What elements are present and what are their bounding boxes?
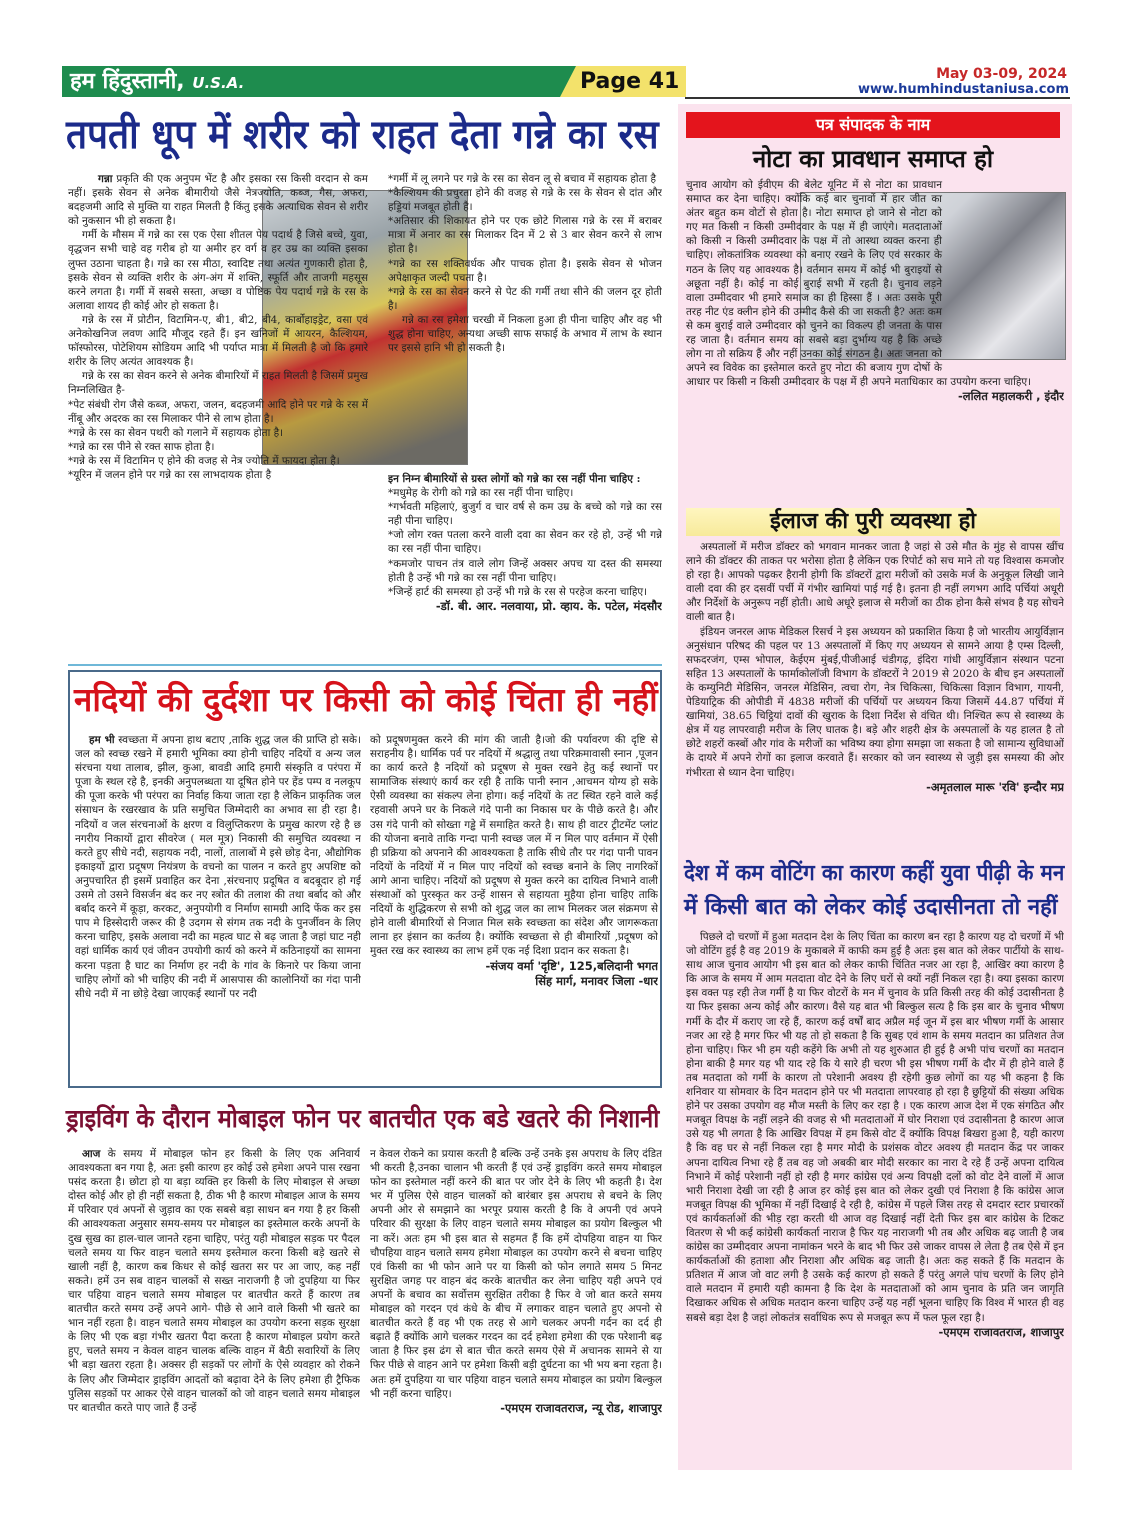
- page-number: Page 41: [580, 69, 680, 94]
- issue-date: May 03-09, 2024: [936, 66, 1067, 82]
- masthead-rule: [685, 97, 1070, 99]
- paragraph-list: [68, 228, 368, 482]
- text-paragraph: *कमजोर पाचन तंत्र वाले लोग जिन्हें अक्सर अपच या दस्त की समस्या होती है उन्हें भी गन्ने का रस नहीं पीना चाहिए।: [388, 557, 662, 584]
- website-link[interactable]: www.humhindustaniusa.com: [857, 82, 1069, 97]
- article-headline: ड्राइविंग के दौरान मोबाइल फोन पर बातचीत एक बडे खतरे की निशानी: [66, 1104, 660, 1133]
- text-paragraph: गन्ने के रस का सेवन करने से अनेक बीमारियों में राहत मिलती है जिसमें प्रमुख निम्नलिखित है-: [68, 370, 368, 397]
- letter2-body: [686, 540, 1064, 852]
- letter-byline: -अमृतलाल मारू 'रवि' इन्दौर मप्र: [926, 779, 1064, 794]
- paragraph-list: [388, 486, 662, 599]
- article-byline-address: सिंह मार्ग, मनावर जिला -धार: [535, 973, 658, 988]
- article-paragraph: आज के समय में मोबाइल फोन हर किसी के लिए एक अनिवार्य आवश्यकता बन गया है, अतः इसी कारण हर कोई उसे हमेशा अपने पास रखना पसंद करता है। छोटा हो या बड़ा व्यक्ति हर किसी के लिए मोबाइल से अच्छा दोस्त कोई और हो ही नहीं सकता है, ठीक भी है कारण मोबाइल आज के समय में परिवार एवं अपनों से जुड़ाव का एक सबसे बड़ा साधन बन गया है हर किसी की आवश्यकता अनुसार समय-समय पर मोबाइल का इस्तेमाल करके अपनों के दुख सुख का हाल-चाल जानते रहना चाहिए, परंतु यही मोबाइल सड़क पर पैदल चलते समय या फिर वाहन चलाते समय इस्तेमाल करना किसी बड़े खतरे से खाली नहीं है, कारण कब किधर से कोई खतरा सर पर आ जाए, कह नहीं सकते। हमें उन सब वाहन चालकों से सख्त नाराजगी है जो दुपहिया या फिर चार पहिया वाहन चलाते समय मोबाइल पर बातचीत करते हैं कारण तब बातचीत करते समय उन्हें अपने आगे- पीछे से आने वाले किसी भी खतरे का भान नहीं रहता है। वाहन चलाते समय मोबाइल का उपयोग करना सड़क सुरक्षा के लिए भी एक बड़ा गंभीर खतरा पैदा करता है कारण मोबाइल प्रयोग करते हुए, चलते समय न केवल वाहन चालक बल्कि वाहन में बैठी सवारियों के लिए भी बड़ा खतरा रहता है। अक्सर ही सड़कों पर लोगों के ऐसे व्यवहार को रोकने के लिए और जिम्मेदार ड्राइविंग आदतों को बढ़ावा देने के लिए हमेशा ही ट्रैफिक पुलिस सड़कों पर आकर ऐसे वाहन चालकों को जो वाहन चलाते समय मोबाइल पर बातचीत करते पाए जाते हैं उन्हें: [68, 1148, 360, 1414]
- publication-title: हम हिंदुस्तानी, U.S.A.: [70, 69, 245, 94]
- text-paragraph: *गर्मी में लू लगने पर गन्ने के रस का सेवन लू से बचाव में सहायक होता है: [388, 173, 656, 185]
- article-byline: -डॉ. बी. आर. नलवाया, प्रो. व्हाय. के. पटेल, मंदसौर: [435, 598, 662, 613]
- text-paragraph: *गन्ने के रस का सेवन करने से पेट की गर्मी तथा सीने की जलन दूर होती है।: [388, 285, 662, 312]
- letters-section-label: पत्र संपादक के नाम: [686, 112, 1060, 138]
- paragraph-list: [388, 172, 662, 355]
- article-paragraph: हम भी स्वच्छता में अपना हाथ बटाए ,ताकि शुद्ध जल की प्राप्ति हो सके। जल को स्वच्छ रखने में हमारी भूमिका क्या होनी चाहिए नदियों व अन्य जल संरचना यथा तालाब, झील, कुआ, बावडी आदि हमारी संस्कृति व परंपरा में पूजा के स्थल रहे है, इनकी अनुपलब्धता या दूषित होने पर हेंड पम्प व नलकूप की पूजा करके भी परंपरा का निर्वाह किया जाता रहा है लेकिन प्राकृतिक जल संसाधन के रखरखाव के प्रति समुचित जिम्मेदारी का अभाव सा ही रहा है। नदियों व जल संरचनाओं के क्षरण व विलुप्तिकरण के प्रमुख कारण रहे है छ नगरीय निकायों द्वारा सीवरेज ( मल मूत्र) निकासी की समुचित व्यवस्था न करते हुए सीधे नदी, सहायक नदी, नालों, तालाबों मे इसे छोड़ देना, औद्योगिक इकाइयों द्वारा प्रदूषण नियंत्रण के वचनो का पालन न करते हुए अपशिष्ट को अनुपचारित ही इसमें प्रवाहित कर देना ,संरचनाए प्रदूषित व बदबूदार हो गई उसमे तो उसने विसर्जन बंद कर नए स्त्रोत की तलाश की तथा बर्बाद को और बर्बाद करने में कूड़ा, करकट, अनुपयोगी व निर्माण सामग्री आदि फेंक कर इस पाप मे हिस्सेदारी जरूर की है उदगम से संगम तक नदी के पुनर्जीवन के लिए करना चाहिए, इसके अलावा नदी का महत्व घाट से बढ़ जाता है जहां घाट नही वहां धार्मिक कार्य एवं जीवन उपयोगी कार्य को करने में कठिनाइयों का सामना करना पड़ता है घाट का निर्माण हर नदी के गांव के किनारे पर किया जाना चाहिए लोगों को भी चाहिए की नदी में आसपास की कालोनियों का गंदा पानी सीधे नदी में ना छोड़े देखा जाएकई स्थानों पर नदी: [75, 734, 361, 1000]
- paragraph-list: [686, 930, 1064, 1325]
- article1-column1: [68, 172, 368, 662]
- text-paragraph: *गर्भवती महिलाएं, बुजुर्ग व चार वर्ष से कम उम्र के बच्चे को गन्ने का रस नही पीना चाहिए।: [388, 501, 662, 528]
- text-paragraph: *अतिसार की शिकायत होने पर एक छोटे गिलास गन्ने के रस में बराबर मात्रा में अनार का रस मिलाकर दिन में 2 से 3 बार सेवन करने से लाभ होता है।: [388, 215, 662, 256]
- text-paragraph: *पेट संबंधी रोग जैसे कब्ज, अफरा, जलन, बदहजमी आदि होने पर गन्ने के रस में नींबू और अदरक का रस मिलाकर पीने से लाभ होता है।: [68, 398, 368, 425]
- letter-headline: नोटा का प्रावधान समाप्त हो: [752, 145, 994, 173]
- letter1-body: [686, 178, 1064, 494]
- text-paragraph: *जो लोग रक्त पतला करने वाली दवा का सेवन कर रहे हो, उन्हें भी गन्ने का रस नहीं पीना चाहिए।: [388, 529, 662, 556]
- text-paragraph: *यूरिन में जलन होने पर गन्ने का रस लाभदायक होता है: [68, 468, 272, 481]
- article1-column2: [388, 172, 662, 472]
- article3-column1: [68, 1147, 360, 1467]
- article1-column2-lower: [388, 472, 662, 667]
- article3-column2: [370, 1147, 662, 1467]
- letter-headline-line2: में किसी बात को लेकर कोई उदासीनता तो नहीं: [684, 895, 1058, 920]
- text-paragraph: अस्पतालों में मरीज डॉक्टर को भगवान मानकर जाता है जहां से उसे मौत के मुंह से वापस खींच लाने की डॉक्टर की ताकत पर भरोसा होता है लेकिन एक रिपोर्ट को सच माने तो यह विश्वास कमजोर हो रहा है। आपको पढ़कर हैरानी होगी कि डॉक्टरों द्वारा मरीजों को उसके मर्ज के अनुकूल लिखी जाने वाली दवा की हर दसवीं पर्ची में गंभीर खामियां पाई गई है। इतना ही नहीं लगभग आदि पर्चियां अधूरी और निर्देशों के अनुरूप नहीं होती। आधे अधूरे इलाज से मरीजों का ठीक होना कैसे संभव है यह सोचने वाली बात है।: [686, 541, 1064, 624]
- article-subhead: इन निम्न बीमारियों से ग्रस्त लोगों को गन्ने का रस नहीं पीना चाहिए :: [388, 473, 641, 485]
- text-paragraph: *गन्ने का रस पीने से रक्त साफ होता है।: [68, 440, 215, 453]
- letter-paragraph: चुनाव आयोग को ईवीएम की बेलेट यूनिट में से नोटा का प्रावधान समाप्त कर देना चाहिए। क्योंकि कई बार चुनावों में हार जीत का अंतर बहुत कम वोटों से होता है। नोटा समाप्त हो जाने से नोटा को गए मत किसी न किसी उम्मीदवार के पक्ष में ही जाएंगे। मतदाताओं को किसी न किसी उम्मीदवार के पक्ष में तो आस्था व्यक्त करना ही चाहिए। लोकतांत्रिक व्यवस्था को बनाए रखने के लिए एवं सरकार के गठन के लिए यह आवश्यक है। वर्तमान समय में कोई भी बुराइयों से अछूता नहीं है। कोई ना कोई बुराई सभी में रहती है। चुनाव लड़ने वाला उम्मीदवार भी हमारे समाज का ही हिस्सा हैं । अतः उसके पूरी तरह नीट एंड क्लीन होने की उम्मीद कैसे की जा सकती है? अतः कम से कम बुराई वाले उम्मीदवार को चुनने का विकल्प ही जनता के पास रह जाता है। वर्तमान समय का सबसे बड़ा दुर्भाग्य यह है कि अच्छे लोग ना तो सक्रिय हैं और नहीं उनका कोई संगठन है। अतः जनता को अपने स्व विवेक का इस्तेमाल करते हुए नोटा की बजाय गुण दोषों के आधार पर किसी न किसी उम्मीदवार के पक्ष में ही अपने मताधिकार का उपयोग करना चाहिए।: [686, 179, 1032, 389]
- text-paragraph: इंडियन जनरल आफ मेडिकल रिसर्च ने इस अध्ययन को प्रकाशित किया है जो भारतीय आयुर्विज्ञान अनुसंधान परिषद की पहल पर 13 अस्पतालों में किए गए अध्ययन से सामने आया है एम्स दिल्ली, सफदरजंग, एम्स भोपाल, केईएम मुंबई,पीजीआई चंडीगढ़, इंदिरा गांधी आयुर्विज्ञान संस्थान पटना सहित 13 अस्पतालों के फार्माकोलॉजी विभाग के डॉक्टरों ने 2019 से 2020 के बीच इन अस्पतालों के कम्युनिटी मेडिसिन, जनरल मेडिसिन, त्वचा रोग, नेत्र चिकित्सा, चिकित्सा विज्ञान विभाग, गायनी, पेडियाट्रिक की ओपीडी में 4838 मरीजों की पर्चियों पर अध्ययन किया जिसमें 44.87 पर्चियां में खामियां, 38.65 चिट्ठियां दावों की खुराक के दिशा निर्देश से वंचित थी। निश्चित रूप से स्वास्थ्य के क्षेत्र में यह लापरवाही मरीज के लिए घातक है। बड़े और शहरी क्षेत्र के अस्पतालों के यह हालत है तो छोटे शहरों कस्बों और गांव के मरीजों का भविष्य क्या होगा समझा जा सकता है जो सामान्य सुविधाओं के दायरे में अपने रोगों का इलाज करवाते हैं। सरकार को जन स्वास्थ्य से जुड़ी इस समस्या की ओर गंभीरता से ध्यान देना चाहिए।: [686, 625, 1064, 779]
- article-headline: नदियों की दुर्दशा पर किसी को कोई चिंता ही नहीं: [74, 680, 658, 719]
- text-paragraph: गन्ने का रस हमेशा चरखी में निकला हुआ ही पीना चाहिए और वह भी शुद्ध होना चाहिए, अन्यथा अच्छी साफ सफाई के अभाव में लाभ के स्थान पर इससे हानि भी हो सकती है।: [388, 313, 662, 355]
- text-paragraph: *मधुमेह के रोगी को गन्ने का रस नहीं पीना चाहिए।: [388, 487, 574, 500]
- letter-headline: ईलाज की पुरी व्यवस्था हो: [686, 508, 1060, 536]
- article-byline: -संजय वर्मा 'दृष्टि', 125,बलिदानी भगत: [485, 958, 658, 973]
- divider: [68, 664, 662, 666]
- text-paragraph: *गन्ने के रस का सेवन पथरी को गलाने में सहायक होता है।: [68, 426, 284, 439]
- article-paragraph: गन्ना प्रकृति की एक अनुपम भेंट है और इसका रस किसी वरदान से कम नहीं। इसके सेवन से अनेक बीमारीयो जैसे नेत्रज्योति, कब्ज, गैस, अफरा, बदहजमी आदि से मुक्ति या राहत मिलती है किंतु इसके अत्याधिक सेवन से शरीर को नुकसान भी हो सकता है।: [68, 173, 368, 228]
- text-paragraph: गन्ने के रस में प्रोटीन, विटामिन-ए, बी1, बी2, बी4, कार्बोहाइड्रेट, वसा एवं अनेकोखनिज लवण आदि मौजूद रहते हैं। इन खनिजों में आयरन, कैल्शियम, फॉस्फोरस, पोटेशियम सोडियम आदि भी पर्याप्त मात्रा में मिलती है जो कि हमारे शरीर के लिए अत्यंत आवश्यक है।: [68, 313, 368, 369]
- text-paragraph: पिछले दो चरणों में हुआ मतदान देश के लिए चिंता का कारण बन रहा है कारण यह दो चरणों में भी जो वोटिंग हुई है वह 2019 के मुकाबले में काफी कम हुई है अतः इस बात को लेकर पार्टीयो के साथ-साथ आज चुनाव आयोग भी इस बात को लेकर काफी चिंतित नजर आ रहा है, आखिर क्या कारण है कि आज के समय में आम मतदाता वोट देने के लिए घरों से क्यों नहीं निकल रहा है। क्या इसका कारण इस वक्त पड़ रही तेज गर्मी है या फिर वोटरों के मन में चुनाव के प्रति किसी तरह की कोई उदासीनता है या फिर इसका अन्य कोई और कारण। वैसे यह बात भी बिल्कुल सत्य है कि इस बार के चुनाव भीषण गर्मी के दौर में कराए जा रहे हैं, कारण कई वर्षों बाद अप्रैल मई जून में इस बार भीषण गर्मी के आसार नजर आ रहे है मगर फिर भी यह तो हो सकता है कि सुबह एवं शाम के समय मतदान का प्रतिशत तेज होना चाहिए। फिर भी हम यही कहेंगे कि अभी तो यह शुरुआत ही हुई है अभी पांच चरणों का मतदान होना बाकी है मगर यह भी याद रहे कि ये सारे ही चरण भी इस भीषण गर्मी के दौर में ही होने वाले हैं तब मतदाता को गर्मी के कारण तो परेशानी अवश्य ही रहेगी कुछ लोगों का यह भी कहना है कि शनिवार या सोमवार के दिन मतदान होने पर भी मतदाता लापरवाह हो रहा है छुट्टियों की संख्या अधिक होने पर उसका उपयोग वह मौज मस्ती के लिए कर रहा है । एक कारण आज देश में एक संगठित और मजबूत विपक्ष के नहीं लड़ने की वजह से भी मतदाताओं में घोर निराशा एवं उदासीनता है कारण आज उसे यह भी लगता है कि आखिर विपक्ष में हम किसे वोट दें क्योंकि विपक्ष बिखरा हुआ है, यही कारण है कि वह घर से नहीं निकल रहा है मगर मोदी के प्रशंसक वोटर अवश्य ही मतदान केंद्र पर जाकर अपना दायित्व निभा रहे हैं तब वह जो अबकी बार मोदी सरकार का नारा दे रहे हैं उन्हें अपना दायित्व निभाने में कोई परेशानी नहीं हो रही है मगर कांग्रेस एवं अन्य विपक्षी दलों को वोट देने वालों में आज भारी निराशा देखी जा रही है आज हर कोई इस बात को लेकर दुखी एवं निराशा है कि कांग्रेस आज मजबूत विपक्ष की भूमिका में नहीं दिखाई दे रही है, कांग्रेस में पहले जिस तरह से दमदार स्टार प्रचारकों एवं कार्यकर्ताओं की भीड़ रहा करती थी आज वह दिखाई नहीं देती फिर इस बार कांग्रेस के टिकट वितरण से भी कई कांग्रेसी कार्यकर्ता नाराज है फिर यह नाराजगी भी तब और अधिक बढ़ जाती है जब कांग्रेस का उम्मीदवार अपना नामांकन भरने के बाद भी फिर उसे जाकर वापस ले लेता है तब ऐसे में इन कार्यकर्ताओं की हताशा और निराशा और अधिक बढ़ जाती है। अतः कह सकते हैं कि मतदान के प्रतिशत में आज जो वाट लगी है उसके कई कारण हो सकते हैं परंतु अगले पांच चरणों के लिए होने वाले मतदान में हमारी यही कामना है कि देश के मतदाताओं को आम चुनाव के प्रति जन जागृति दिखाकर अधिक से अधिक मतदान करना चाहिए उन्हें यह नहीं भूलना चाहिए कि विश्व में भारत ही वह सबसे बड़ा देश है जहां लोकतंत्र सर्वाधिक रूप से मजबूत रूप में फल फूल रहा है।: [686, 931, 1064, 1324]
- text-paragraph: *गन्ने के रस में विटामिन ए होने की वजह से नेत्र ज्योति में फायदा होता है।: [68, 454, 340, 467]
- text-paragraph: *जिन्हें हार्ट की समस्या हो उन्हें भी गन्ने के रस से परहेज करना चाहिए।: [388, 585, 648, 598]
- article-paragraph: को प्रदूषणमुक्त करने की मांग की जाती है।जो की पर्यावरण की दृष्टि से सराहनीय है। धार्मिक पर्व पर नदियों में श्रद्धालु तथा परिक्रमावासी स्नान ,पूजन का कार्य करते है नदियों को प्रदूषण से मुक्त रखने हेतु कई स्थानों पर सामाजिक संस्थाएं कार्य कर रही है ताकि पानी स्नान ,आचमन योग्य हो सके ऐसी व्यवस्था का संकल्प लेना होगा। कई नदियों के तट स्थित रहने वाले कई रहवासी अपने घर के निकले गंदे पानी का निकास घर के पीछे करते है। और उस गंदे पानी को सोख्ता गड्ढे में समाहित करते है। साथ ही वाटर ट्रीटमेंट प्लांट की योजना बनावे ताकि गन्दा पानी स्वच्छ जल में न मिल पाए वर्तमान में ऐसी ही प्रक्रिया को अपनाने की आवश्यकता है ताकि सीधे तौर पर गंदा पानी पावन नदियों के नदियों में न मिल पाए नदियों को स्वच्छ बनाने के लिए नागरिकों आगे आना चाहिए। नदियों को प्रदूषण से मुक्त करने का दायित्व निभाने वाली संस्थाओं को पुरस्कृत कर उन्हें शासन से सहायता मुहैया होना चाहिए ताकि नदियों के शुद्धिकरण से सभी को शुद्ध जल का लाभ मिलकर जल संक्रमण से होने वाली बीमारियों से निजात मिल सके स्वच्छता का संदेश और जागरूकता लाना हर इंसान का कर्तव्य है। क्योंकि स्वच्छता से ही बीमारियों ,प्रदूषण को मुक्त रख कर स्वास्थ्य का लाभ हमें एक नई दिशा प्रदान कर सकता है।: [370, 734, 658, 958]
- letter-byline: -ललित महालकरी , इंदौर: [958, 389, 1064, 404]
- text-paragraph: *कैल्शियम की प्रचुरता होने की वजह से गन्ने के रस के सेवन से दांत और हड्डियां मजबूत होती है।: [388, 187, 662, 214]
- letter3-body: [686, 930, 1064, 1466]
- article2-column1: [75, 733, 361, 1085]
- article-byline: -एमएम राजावतराज, न्यू रोड, शाजापुर: [500, 1400, 662, 1415]
- letter-byline: -एमएम राजावतराज, शाजापुर: [938, 1324, 1064, 1339]
- text-paragraph: गर्मी के मौसम में गन्ने का रस एक ऐसा शीतल पेय पदार्थ है जिसे बच्चे, युवा, वृद्धजन सभी चाहे वह गरीब हो या अमीर हर वर्ग व हर उम्र का व्यक्ति इसका लुफ्त उठाना चाहता है। गन्ने का रस मीठा, स्वादिष्ट तथा अत्यंत गुणकारी होता है, इसके सेवन से व्यक्ति शरीर के अंग-अंग में शक्ति, स्फूर्ति और ताजगी महसूस करने लगता है। गर्मी में सबसे सस्ता, अच्छा व पोष्टिक पेय पदार्थ गन्ने के रस के अलावा शायद ही कोई ओर हो सकता है।: [68, 229, 368, 312]
- article2-column2: [370, 733, 658, 1085]
- text-paragraph: *गन्ने का रस शक्तिवर्धक और पाचक होता है। इसके सेवन से भोजन अपेक्षाकृत जल्दी पचता है।: [388, 257, 662, 284]
- article-headline: तपती धूप में शरीर को राहत देता गन्ने का रस: [66, 112, 659, 158]
- article-paragraph: न केवल रोकने का प्रयास करती है बल्कि उन्हें उनके इस अपराध के लिए दंडित भी करती है,उनका चालान भी करती हैं एवं उन्हें ड्राइविंग करते समय मोबाइल फोन का इस्तेमाल नहीं करने की बात पर जोर देने के लिए भी कहती है। देश भर में पुलिस ऐसे वाहन चालकों को बारंबार इस अपराध से बचने के लिए अपनी ओर से समझाने का भरपूर प्रयास करती है कि वे अपनी एवं अपने परिवार की सुरक्षा के लिए वाहन चलाते समय मोबाइल का प्रयोग बिल्कुल भी ना करें। अतः हम भी इस बात से सहमत हैं कि हमें दोपहिया वाहन या फिर चौपहिया वाहन चलाते समय हमेशा मोबाइल का उपयोग करने से बचना चाहिए एवं किसी का भी फोन आने पर या किसी को फोन लगाते समय 5 मिनट सुरक्षित जगह पर वाहन बंद करके बातचीत कर लेना चाहिए यही अपने एवं अपनों के बचाव का सर्वोत्तम सुरक्षित तरीका है फिर वे जो बात करते समय मोबाइल को गरदन एवं कंधे के बीच में लगाकर वाहन चलाते हुए अपनो से बातचीत करते हैं वह भी एक तरह से आगे चलकर अपनी गर्दन का दर्द ही बढ़ाते हैं क्योंकि आगे चलकर गरदन का दर्द हमेशा हमेशा की एक परेशानी बढ़ जाता है फिर इस ढंग से बात चीत करते समय ऐसे में अचानक सामने से या फिर पीछे से वाहन आने पर हमेशा किसी बड़ी दुर्घटना का भी भय बना रहता है। अतः हमें दुपहिया या चार पहिया वाहन चलाते समय मोबाइल का प्रयोग बिल्कुल भी नहीं करना चाहिए।: [370, 1148, 662, 1400]
- letter-headline-line1: देश में कम वोटिंग का कारण कहीं युवा पीढ़ी के मन: [684, 861, 1065, 886]
- paragraph-list: [686, 540, 1064, 780]
